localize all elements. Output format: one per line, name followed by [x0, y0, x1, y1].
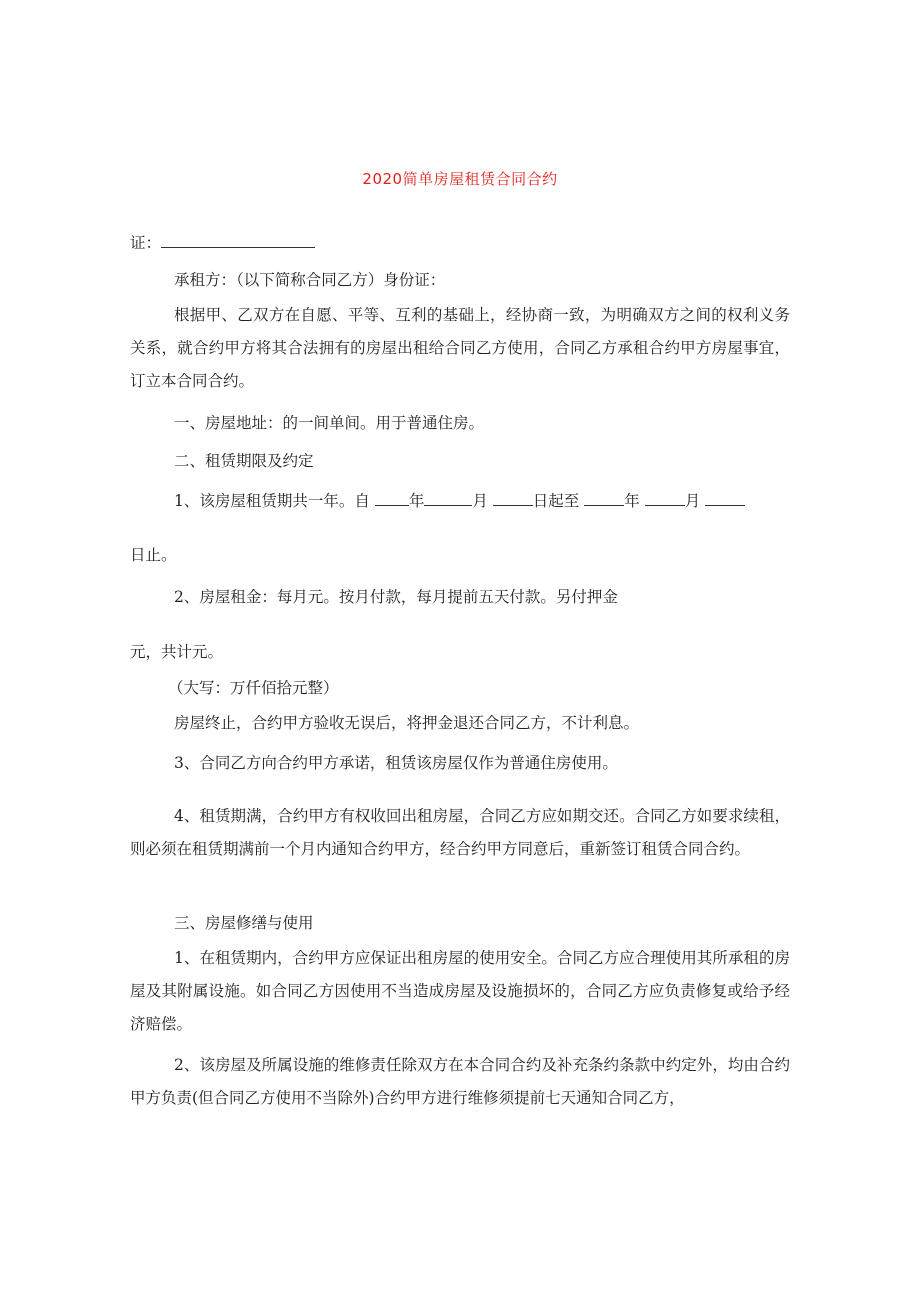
clause-2-2-deposit: 房屋终止，合约甲方验收无误后，将押金退还合同乙方，不计利息。 [174, 714, 640, 732]
tenant-line: 承租方：（以下简称合同乙方）身份证： [174, 271, 446, 289]
section-3-heading: 三、房屋修缮与使用 [174, 914, 314, 932]
section-1-address: 一、房屋地址：的一间单间。用于普通住房。 [174, 414, 485, 432]
id-label: 证： [130, 234, 162, 252]
start-year-blank [375, 491, 409, 506]
end-month-blank [645, 491, 685, 506]
clause-2-4: 4、租赁期满，合约甲方有权收回出租房屋，合同乙方应如期交还。合同乙方如要求续租，则必须在租赁期满前一个月内通知合约甲方，经合约甲方同意后，重新签订租赁合同合约。 [130, 807, 790, 858]
document-title: 2020简单房屋租赁合同合约 [362, 170, 558, 188]
clause-2-2-total: 元，共计元。 [130, 643, 224, 661]
clause-2-2-rent: 2、房屋租金：每月元。按月付款，每月提前五天付款。另付押金 [174, 588, 618, 606]
end-year-blank [584, 491, 624, 506]
clause-2-2-capital: （大写：万仟佰拾元整） [168, 679, 339, 697]
end-month-label: 月 [684, 492, 701, 510]
id-line [130, 233, 315, 253]
start-month-blank [424, 491, 472, 506]
clause-2-1 [174, 491, 745, 511]
start-month-label: 月 [472, 492, 488, 510]
clause-3-2: 2、该房屋及所属设施的维修责任除双方在本合同合约及补充条约条款中约定外，均由合约甲方负责(但合同乙方使用不当除外)合约甲方进行维修须提前七天通知合同乙方， [130, 1056, 790, 1107]
end-year-label: 年 [624, 492, 640, 510]
start-day-blank [493, 491, 533, 506]
end-day-blank [705, 491, 745, 506]
clause-2-1-end: 日止。 [130, 546, 177, 564]
clause-2-1-prefix: 1、该房屋租赁期共一年。自 [174, 492, 370, 510]
section-2-heading: 二、租赁期限及约定 [174, 452, 314, 470]
start-year-label: 年 [408, 492, 425, 510]
preamble-paragraph: 根据甲、乙双方在自愿、平等、互利的基础上，经协商一致，为明确双方之间的权利义务关系，就合约甲方将其合法拥有的房屋出租给合同乙方使用，合同乙方承租合约甲方房屋事宜，订立本合同合约。 [130, 306, 790, 390]
start-day-label: 日起至 [532, 492, 580, 510]
id-blank [161, 233, 315, 248]
clause-3-1: 1、在租赁期内，合约甲方应保证出租房屋的使用安全。合同乙方应合理使用其所承租的房屋及其附属设施。如合同乙方因使用不当造成房屋及设施损坏的，合同乙方应负责修复或给予经济赔偿。 [130, 949, 790, 1033]
clause-2-3: 3、合同乙方向合约甲方承诺，租赁该房屋仅作为普通住房使用。 [174, 754, 618, 772]
